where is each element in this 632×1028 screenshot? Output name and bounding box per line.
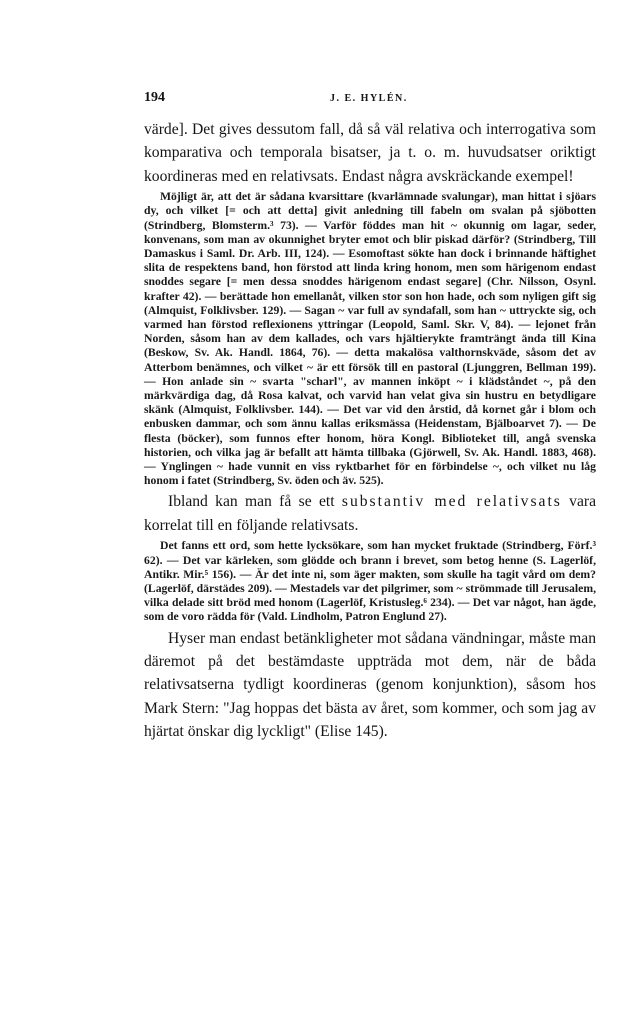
quote-block-2: Det fanns ett ord, som hette lycksökare, som han mycket fruktade (Strindberg, Förf.³ 62). — Det var kärleken, som glödde och brann i brevet, som betog henne (S. Lagerlöf, Antikr. Mir.⁵ 156). — Är det inte ni, som äger makten, som skulle ha tagit vård om dem? (Lagerlöf, därstädes 209). — Mestadels var det pilgrimer, som ~ strömmade till Jerusalem, vilka delade sitt bröd med honom (Lagerlöf, Kristusleg.⁶ 234). — Det var något, han ägde, som de voro rädda för (Vald. Lindholm, Patron Englund 27).	[144, 539, 596, 624]
paragraph-substantiv-end: vara korrelat till en följande relativsats.	[144, 493, 597, 534]
paragraph-intro: värde]. Det gives dessutom fall, då så väl relativa och interrogativa som komparativa och temporala bisatser, ja t. o. m. huvudsatser oriktigt koordineras med en relativsats. Endast några avskräckande exempel!	[144, 121, 596, 185]
paragraph-substantiv-start: Ibland kan man få se ett	[168, 493, 342, 511]
document-page	[144, 90, 596, 744]
spaced-emphasis: substantiv med relativsats	[341, 493, 562, 511]
running-head: J. E. HYLÉN.	[330, 93, 408, 104]
body-text	[144, 118, 596, 744]
paragraph-conclusion: Hyser man endast betänkligheter mot sådana vändningar, måste man däremot på det bestämdaste uppträda mot dem, när de båda relativsatserna tydligt koordineras (genom konjunktion), såsom hos Mark Stern: "Jag hoppas det bästa av året, som kommer, och som jag av hjärtat önskar dig lyckligt" (Elise 145).	[144, 629, 596, 741]
page-header	[144, 90, 596, 114]
page-number: 194	[144, 90, 165, 105]
paragraph-substantiv	[144, 490, 596, 537]
quote-block-1: Möjligt är, att det är sådana kvarsittare (kvarlämnade svalungar), man hittat i sjöars dy, och vilket [= och att detta] givit anledning till fabeln om svalan på sjöbotten (Strindberg, Blomsterm.³ 73). — Varför föddes man hit ~ okunnig om lagar, seder, konvenans, som man av okunnighet bryter emot och blir piskad därför? (Strindberg, Till Damaskus i Saml. Dr. Arb. III, 124). — Esomoftast sökte han dock i brinnande häftighet slita de respektens band, hon förstod att linda kring honom, men som härigenom endast snoddes segare [= men dessa snoddes härigenom endast segare] (Chr. Nilsson, Osynl. krafter 42). — berättade hon emellanåt, vilken stor son hon hade, och som nyligen gift sig (Almquist, Folklivsber. 129). — Sagan ~ var full av syndafall, som han ~ uttryckte sig, och varmed han förstod reflexionens yttringar (Leopold, Saml. Skr. V, 84). — lejonet från Norden, såsom han av dem kallades, och vars hjältierykte framträngt ända till Kina (Beskow, Sv. Ak. Handl. 1864, 76). — detta makalösa valthornskväde, såsom det av Atterbom benämnes, och vilket ~ är ett försök till en pastoral (Ljunggren, Bellman 199). — Hon anlade sin ~ svarta "scharl", av mannen inköpt ~ i klädståndet ~, på den märkvärdiga dag, då Rosa kalvat, och varvid han velat giva sin hustru en betydligare skänk (Almquist, Folklivsber. 144). — Det var vid den årstid, då kornet går i blom och enbusken dammar, och som ännu kallas eriksmässa (Heidenstam, Bjälboarvet 7). — De flesta (böcker), som funnos efter honom, höra Kongl. Biblioteket till, angå svenska historien, och vilka jag är befallt att hämta tillbaka (Gjörwell, Sv. Ak. Handl. 1883, 468). — Ynglingen ~ hade vunnit en viss ryktbarhet för en förbindelse ~, och vilket nu låg honom i fatet (Strindberg, Sv. öden och äv. 525).	[144, 190, 596, 488]
